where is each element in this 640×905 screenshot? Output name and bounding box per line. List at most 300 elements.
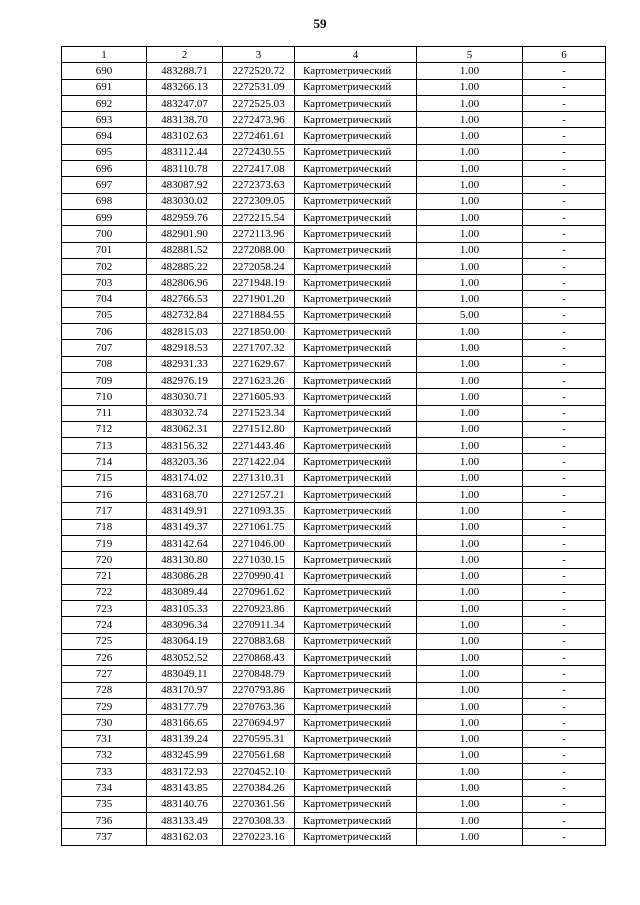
point-number-cell: 701 [62, 242, 147, 258]
point-number-cell: 721 [62, 568, 147, 584]
method-cell: Картометрический [295, 405, 417, 421]
note-cell: - [523, 177, 606, 193]
method-cell: Картометрический [295, 177, 417, 193]
table-row [62, 209, 606, 225]
accuracy-cell: 5.00 [417, 307, 523, 323]
accuracy-cell: 1.00 [417, 356, 523, 372]
method-cell: Картометрический [295, 584, 417, 600]
table-row [62, 438, 606, 454]
note-cell: - [523, 421, 606, 437]
note-cell: - [523, 356, 606, 372]
accuracy-cell: 1.00 [417, 144, 523, 160]
note-cell: - [523, 715, 606, 731]
note-cell: - [523, 340, 606, 356]
point-number-cell: 723 [62, 601, 147, 617]
point-number-cell: 722 [62, 584, 147, 600]
accuracy-cell: 1.00 [417, 438, 523, 454]
method-cell: Картометрический [295, 764, 417, 780]
table-row [62, 112, 606, 128]
method-cell: Картометрический [295, 324, 417, 340]
page-number: 59 [313, 16, 327, 31]
table-row [62, 829, 606, 845]
method-cell: Картометрический [295, 698, 417, 714]
method-cell: Картометрический [295, 63, 417, 79]
table-row [62, 584, 606, 600]
point-number-cell: 734 [62, 780, 147, 796]
point-number-cell: 702 [62, 258, 147, 274]
accuracy-cell: 1.00 [417, 552, 523, 568]
y-coordinate-cell: 2270848.79 [223, 666, 295, 682]
point-number-cell: 713 [62, 438, 147, 454]
y-coordinate-cell: 2270868.43 [223, 649, 295, 665]
y-coordinate-cell: 2272417.08 [223, 161, 295, 177]
x-coordinate-cell: 482815.03 [147, 324, 223, 340]
table-row [62, 764, 606, 780]
y-coordinate-cell: 2270911.34 [223, 617, 295, 633]
x-coordinate-cell: 483177.79 [147, 698, 223, 714]
accuracy-cell: 1.00 [417, 275, 523, 291]
accuracy-cell: 1.00 [417, 617, 523, 633]
y-coordinate-cell: 2271443.46 [223, 438, 295, 454]
point-number-cell: 694 [62, 128, 147, 144]
point-number-cell: 707 [62, 340, 147, 356]
note-cell: - [523, 63, 606, 79]
point-number-cell: 725 [62, 633, 147, 649]
y-coordinate-cell: 2272113.96 [223, 226, 295, 242]
x-coordinate-cell: 483203.36 [147, 454, 223, 470]
y-coordinate-cell: 2271707.32 [223, 340, 295, 356]
y-coordinate-cell: 2270384.26 [223, 780, 295, 796]
method-cell: Картометрический [295, 454, 417, 470]
method-cell: Картометрический [295, 258, 417, 274]
x-coordinate-cell: 483130.80 [147, 552, 223, 568]
accuracy-cell: 1.00 [417, 487, 523, 503]
table-row [62, 568, 606, 584]
x-coordinate-cell: 483087.92 [147, 177, 223, 193]
table-row [62, 340, 606, 356]
point-number-cell: 712 [62, 421, 147, 437]
note-cell: - [523, 405, 606, 421]
accuracy-cell: 1.00 [417, 812, 523, 828]
note-cell: - [523, 633, 606, 649]
column-header-4: 4 [295, 47, 417, 63]
method-cell: Картометрический [295, 79, 417, 95]
note-cell: - [523, 568, 606, 584]
x-coordinate-cell: 483266.13 [147, 79, 223, 95]
x-coordinate-cell: 483089.44 [147, 584, 223, 600]
note-cell: - [523, 649, 606, 665]
point-number-cell: 700 [62, 226, 147, 242]
point-number-cell: 733 [62, 764, 147, 780]
accuracy-cell: 1.00 [417, 63, 523, 79]
note-cell: - [523, 128, 606, 144]
y-coordinate-cell: 2271523.34 [223, 405, 295, 421]
x-coordinate-cell: 483112.44 [147, 144, 223, 160]
x-coordinate-cell: 483133.49 [147, 812, 223, 828]
point-number-cell: 696 [62, 161, 147, 177]
table-row [62, 633, 606, 649]
method-cell: Картометрический [295, 568, 417, 584]
accuracy-cell: 1.00 [417, 747, 523, 763]
point-number-cell: 695 [62, 144, 147, 160]
method-cell: Картометрический [295, 519, 417, 535]
y-coordinate-cell: 2272520.72 [223, 63, 295, 79]
table-row [62, 372, 606, 388]
y-coordinate-cell: 2271629.67 [223, 356, 295, 372]
point-number-cell: 703 [62, 275, 147, 291]
point-number-cell: 698 [62, 193, 147, 209]
table-row [62, 177, 606, 193]
accuracy-cell: 1.00 [417, 372, 523, 388]
accuracy-cell: 1.00 [417, 242, 523, 258]
point-number-cell: 720 [62, 552, 147, 568]
x-coordinate-cell: 483105.33 [147, 601, 223, 617]
table-row [62, 470, 606, 486]
x-coordinate-cell: 483052.52 [147, 649, 223, 665]
method-cell: Картометрический [295, 356, 417, 372]
method-cell: Картометрический [295, 617, 417, 633]
accuracy-cell: 1.00 [417, 829, 523, 845]
table-row [62, 649, 606, 665]
point-number-cell: 714 [62, 454, 147, 470]
accuracy-cell: 1.00 [417, 161, 523, 177]
y-coordinate-cell: 2271623.26 [223, 372, 295, 388]
x-coordinate-cell: 483032.74 [147, 405, 223, 421]
point-number-cell: 737 [62, 829, 147, 845]
table-row [62, 258, 606, 274]
method-cell: Картометрический [295, 535, 417, 551]
method-cell: Картометрический [295, 95, 417, 111]
accuracy-cell: 1.00 [417, 568, 523, 584]
accuracy-cell: 1.00 [417, 601, 523, 617]
note-cell: - [523, 307, 606, 323]
table-row [62, 193, 606, 209]
method-cell: Картометрический [295, 666, 417, 682]
y-coordinate-cell: 2271850.00 [223, 324, 295, 340]
x-coordinate-cell: 482901.90 [147, 226, 223, 242]
note-cell: - [523, 291, 606, 307]
column-header-1: 1 [62, 47, 147, 63]
x-coordinate-cell: 483174.02 [147, 470, 223, 486]
method-cell: Картометрический [295, 715, 417, 731]
accuracy-cell: 1.00 [417, 780, 523, 796]
accuracy-cell: 1.00 [417, 649, 523, 665]
table-row [62, 144, 606, 160]
note-cell: - [523, 731, 606, 747]
point-number-cell: 691 [62, 79, 147, 95]
table-row [62, 535, 606, 551]
accuracy-cell: 1.00 [417, 470, 523, 486]
y-coordinate-cell: 2272525.03 [223, 95, 295, 111]
note-cell: - [523, 275, 606, 291]
x-coordinate-cell: 483247.07 [147, 95, 223, 111]
x-coordinate-cell: 483142.64 [147, 535, 223, 551]
method-cell: Картометрический [295, 503, 417, 519]
method-cell: Картометрический [295, 209, 417, 225]
x-coordinate-cell: 483049.11 [147, 666, 223, 682]
accuracy-cell: 1.00 [417, 698, 523, 714]
note-cell: - [523, 454, 606, 470]
x-coordinate-cell: 482959.76 [147, 209, 223, 225]
method-cell: Картометрический [295, 649, 417, 665]
point-number-cell: 718 [62, 519, 147, 535]
method-cell: Картометрический [295, 731, 417, 747]
point-number-cell: 724 [62, 617, 147, 633]
note-cell: - [523, 829, 606, 845]
table-row [62, 405, 606, 421]
y-coordinate-cell: 2272058.24 [223, 258, 295, 274]
point-number-cell: 710 [62, 389, 147, 405]
method-cell: Картометрический [295, 389, 417, 405]
table-row [62, 698, 606, 714]
y-coordinate-cell: 2272215.54 [223, 209, 295, 225]
table-row [62, 796, 606, 812]
y-coordinate-cell: 2270923.86 [223, 601, 295, 617]
accuracy-cell: 1.00 [417, 177, 523, 193]
x-coordinate-cell: 483149.37 [147, 519, 223, 535]
table-row [62, 503, 606, 519]
table-row [62, 95, 606, 111]
table-body [62, 63, 606, 845]
x-coordinate-cell: 482885.22 [147, 258, 223, 274]
x-coordinate-cell: 483168.70 [147, 487, 223, 503]
table-row [62, 666, 606, 682]
accuracy-cell: 1.00 [417, 633, 523, 649]
method-cell: Картометрический [295, 161, 417, 177]
note-cell: - [523, 601, 606, 617]
point-number-cell: 708 [62, 356, 147, 372]
accuracy-cell: 1.00 [417, 209, 523, 225]
accuracy-cell: 1.00 [417, 389, 523, 405]
x-coordinate-cell: 483138.70 [147, 112, 223, 128]
note-cell: - [523, 682, 606, 698]
accuracy-cell: 1.00 [417, 79, 523, 95]
y-coordinate-cell: 2272473.96 [223, 112, 295, 128]
x-coordinate-cell: 483139.24 [147, 731, 223, 747]
point-number-cell: 704 [62, 291, 147, 307]
point-number-cell: 699 [62, 209, 147, 225]
note-cell: - [523, 144, 606, 160]
note-cell: - [523, 79, 606, 95]
table-row [62, 731, 606, 747]
x-coordinate-cell: 482918.53 [147, 340, 223, 356]
point-number-cell: 697 [62, 177, 147, 193]
accuracy-cell: 1.00 [417, 324, 523, 340]
method-cell: Картометрический [295, 128, 417, 144]
method-cell: Картометрический [295, 747, 417, 763]
note-cell: - [523, 698, 606, 714]
note-cell: - [523, 535, 606, 551]
y-coordinate-cell: 2272309.05 [223, 193, 295, 209]
note-cell: - [523, 95, 606, 111]
note-cell: - [523, 161, 606, 177]
note-cell: - [523, 796, 606, 812]
x-coordinate-cell: 483162.03 [147, 829, 223, 845]
note-cell: - [523, 209, 606, 225]
method-cell: Картометрический [295, 796, 417, 812]
point-number-cell: 716 [62, 487, 147, 503]
table-header-row [62, 47, 606, 63]
accuracy-cell: 1.00 [417, 193, 523, 209]
accuracy-cell: 1.00 [417, 682, 523, 698]
point-number-cell: 727 [62, 666, 147, 682]
table-row [62, 682, 606, 698]
y-coordinate-cell: 2270361.56 [223, 796, 295, 812]
table-row [62, 617, 606, 633]
y-coordinate-cell: 2271512.80 [223, 421, 295, 437]
table-row [62, 161, 606, 177]
accuracy-cell: 1.00 [417, 503, 523, 519]
point-number-cell: 735 [62, 796, 147, 812]
point-number-cell: 706 [62, 324, 147, 340]
point-number-cell: 728 [62, 682, 147, 698]
note-cell: - [523, 112, 606, 128]
note-cell: - [523, 519, 606, 535]
method-cell: Картометрический [295, 112, 417, 128]
x-coordinate-cell: 483288.71 [147, 63, 223, 79]
point-number-cell: 693 [62, 112, 147, 128]
y-coordinate-cell: 2270990.41 [223, 568, 295, 584]
y-coordinate-cell: 2271605.93 [223, 389, 295, 405]
x-coordinate-cell: 483062.31 [147, 421, 223, 437]
y-coordinate-cell: 2271310.31 [223, 470, 295, 486]
method-cell: Картометрический [295, 144, 417, 160]
table-row [62, 519, 606, 535]
point-number-cell: 692 [62, 95, 147, 111]
method-cell: Картометрический [295, 682, 417, 698]
x-coordinate-cell: 483156.32 [147, 438, 223, 454]
x-coordinate-cell: 483166.65 [147, 715, 223, 731]
x-coordinate-cell: 483140.76 [147, 796, 223, 812]
accuracy-cell: 1.00 [417, 95, 523, 111]
method-cell: Картометрический [295, 438, 417, 454]
table-row [62, 747, 606, 763]
table-row [62, 79, 606, 95]
method-cell: Картометрический [295, 487, 417, 503]
table-row [62, 291, 606, 307]
method-cell: Картометрический [295, 275, 417, 291]
point-number-cell: 690 [62, 63, 147, 79]
y-coordinate-cell: 2271030.15 [223, 552, 295, 568]
method-cell: Картометрический [295, 829, 417, 845]
point-number-cell: 729 [62, 698, 147, 714]
x-coordinate-cell: 483102.63 [147, 128, 223, 144]
method-cell: Картометрический [295, 242, 417, 258]
accuracy-cell: 1.00 [417, 226, 523, 242]
note-cell: - [523, 764, 606, 780]
table-row [62, 63, 606, 79]
table-row [62, 487, 606, 503]
accuracy-cell: 1.00 [417, 454, 523, 470]
x-coordinate-cell: 482881.52 [147, 242, 223, 258]
accuracy-cell: 1.00 [417, 796, 523, 812]
y-coordinate-cell: 2271257.21 [223, 487, 295, 503]
y-coordinate-cell: 2272373.63 [223, 177, 295, 193]
y-coordinate-cell: 2271901.20 [223, 291, 295, 307]
method-cell: Картометрический [295, 601, 417, 617]
accuracy-cell: 1.00 [417, 258, 523, 274]
y-coordinate-cell: 2270308.33 [223, 812, 295, 828]
y-coordinate-cell: 2272430.55 [223, 144, 295, 160]
y-coordinate-cell: 2270223.16 [223, 829, 295, 845]
table-row [62, 128, 606, 144]
point-number-cell: 705 [62, 307, 147, 323]
method-cell: Картометрический [295, 372, 417, 388]
note-cell: - [523, 242, 606, 258]
point-number-cell: 719 [62, 535, 147, 551]
note-cell: - [523, 372, 606, 388]
method-cell: Картометрический [295, 633, 417, 649]
method-cell: Картометрический [295, 421, 417, 437]
accuracy-cell: 1.00 [417, 731, 523, 747]
point-number-cell: 736 [62, 812, 147, 828]
method-cell: Картометрический [295, 552, 417, 568]
x-coordinate-cell: 482766.53 [147, 291, 223, 307]
table-row [62, 552, 606, 568]
x-coordinate-cell: 483086.28 [147, 568, 223, 584]
note-cell: - [523, 226, 606, 242]
method-cell: Картометрический [295, 780, 417, 796]
table-row [62, 421, 606, 437]
method-cell: Картометрический [295, 226, 417, 242]
note-cell: - [523, 812, 606, 828]
accuracy-cell: 1.00 [417, 519, 523, 535]
point-number-cell: 730 [62, 715, 147, 731]
method-cell: Картометрический [295, 470, 417, 486]
x-coordinate-cell: 483149.91 [147, 503, 223, 519]
table-row [62, 226, 606, 242]
table-row [62, 715, 606, 731]
y-coordinate-cell: 2272461.61 [223, 128, 295, 144]
note-cell: - [523, 324, 606, 340]
point-number-cell: 709 [62, 372, 147, 388]
column-header-5: 5 [417, 47, 523, 63]
note-cell: - [523, 487, 606, 503]
note-cell: - [523, 584, 606, 600]
note-cell: - [523, 503, 606, 519]
x-coordinate-cell: 483172.93 [147, 764, 223, 780]
y-coordinate-cell: 2270793.86 [223, 682, 295, 698]
accuracy-cell: 1.00 [417, 421, 523, 437]
x-coordinate-cell: 483030.02 [147, 193, 223, 209]
note-cell: - [523, 780, 606, 796]
x-coordinate-cell: 483170.97 [147, 682, 223, 698]
accuracy-cell: 1.00 [417, 715, 523, 731]
method-cell: Картометрический [295, 340, 417, 356]
x-coordinate-cell: 482931.33 [147, 356, 223, 372]
table-row [62, 324, 606, 340]
x-coordinate-cell: 483064.19 [147, 633, 223, 649]
accuracy-cell: 1.00 [417, 405, 523, 421]
point-number-cell: 726 [62, 649, 147, 665]
point-number-cell: 731 [62, 731, 147, 747]
accuracy-cell: 1.00 [417, 764, 523, 780]
table-row [62, 780, 606, 796]
y-coordinate-cell: 2270452.10 [223, 764, 295, 780]
method-cell: Картометрический [295, 307, 417, 323]
note-cell: - [523, 258, 606, 274]
accuracy-cell: 1.00 [417, 128, 523, 144]
y-coordinate-cell: 2271061.75 [223, 519, 295, 535]
y-coordinate-cell: 2270961.62 [223, 584, 295, 600]
table-row [62, 389, 606, 405]
table-row [62, 307, 606, 323]
y-coordinate-cell: 2270883.68 [223, 633, 295, 649]
y-coordinate-cell: 2271422.04 [223, 454, 295, 470]
y-coordinate-cell: 2270763.36 [223, 698, 295, 714]
note-cell: - [523, 617, 606, 633]
accuracy-cell: 1.00 [417, 666, 523, 682]
